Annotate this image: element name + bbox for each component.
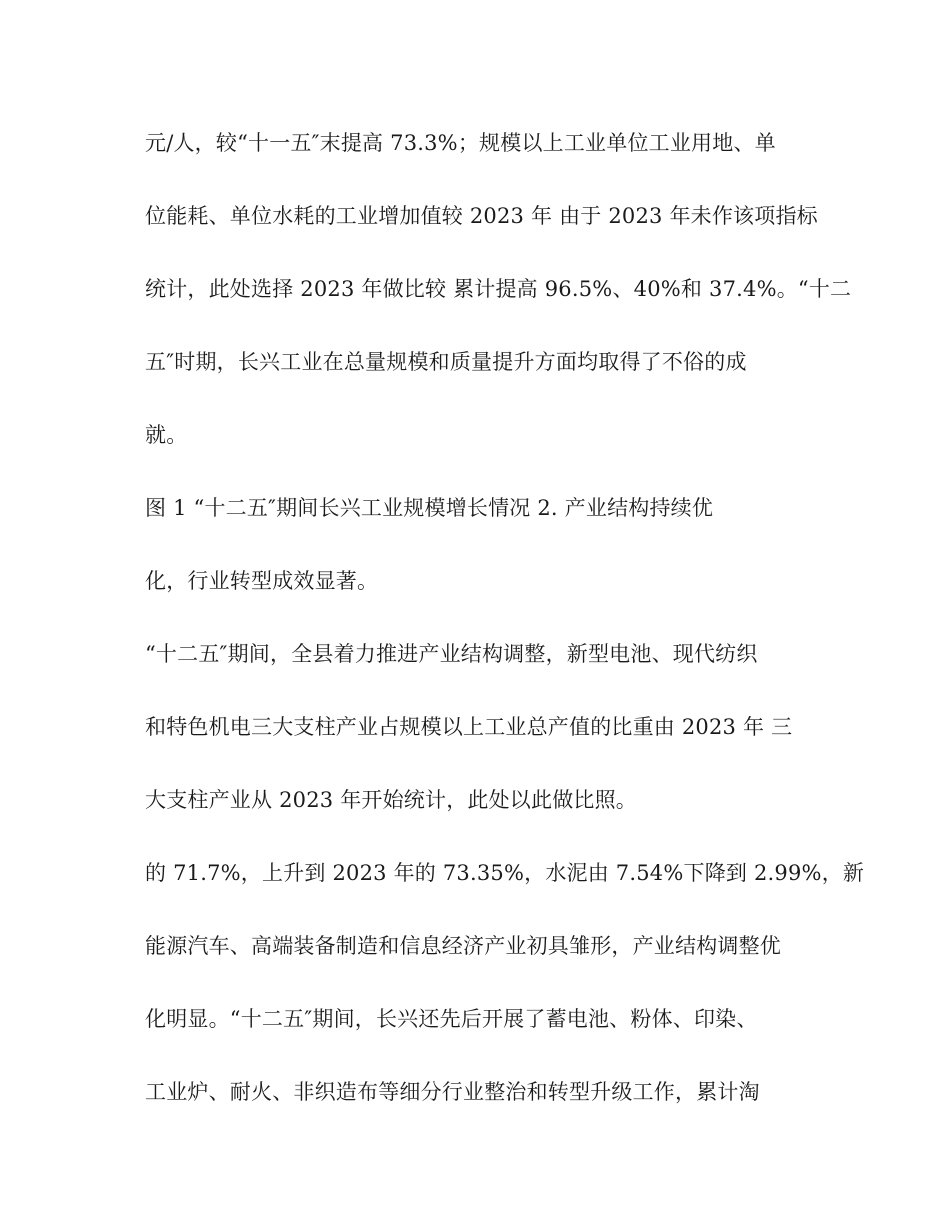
text-line-3: 统计，此处选择 2023 年做比较 累计提高 96.5%、40%和 37.4%。“十二 xyxy=(145,277,852,301)
text-line-9: 和特色机电三大支柱产业占规模以上工业总产值的比重由 2023 年 三 xyxy=(145,715,793,739)
text-line-7: 化，行业转型成效显著。 xyxy=(145,569,379,593)
figure-caption-line: 图 1 “十二五″期间长兴工业规模增长情况 2. 产业结构持续优 xyxy=(145,496,714,520)
text-line-11: 的 71.7%，上升到 2023 年的 73.35%，水泥由 7.54%下降到 2.99%，新 xyxy=(145,861,865,885)
text-line-1: 元/人，较“十一五″末提高 73.3%；规模以上工业单位工业用地、单 xyxy=(145,131,776,155)
text-line-5: 就。 xyxy=(145,423,188,447)
text-line-12: 能源汽车、高端装备制造和信息经济产业初具雏形，产业结构调整优 xyxy=(145,934,781,958)
text-line-8: “十二五″期间，全县着力推进产业结构调整，新型电池、现代纺织 xyxy=(145,642,758,666)
text-line-14: 工业炉、耐火、非织造布等细分行业整治和转型升级工作，累计淘 xyxy=(145,1080,760,1104)
text-line-13: 化明显。“十二五″期间，长兴还先后开展了蓄电池、粉体、印染、 xyxy=(145,1007,758,1031)
text-line-10: 大支柱产业从 2023 年开始统计，此处以此做比照。 xyxy=(145,788,637,812)
text-line-2: 位能耗、单位水耗的工业增加值较 2023 年 由于 2023 年未作该项指标 xyxy=(145,204,818,228)
text-line-4: 五″时期，长兴工业在总量规模和质量提升方面均取得了不俗的成 xyxy=(145,350,747,374)
